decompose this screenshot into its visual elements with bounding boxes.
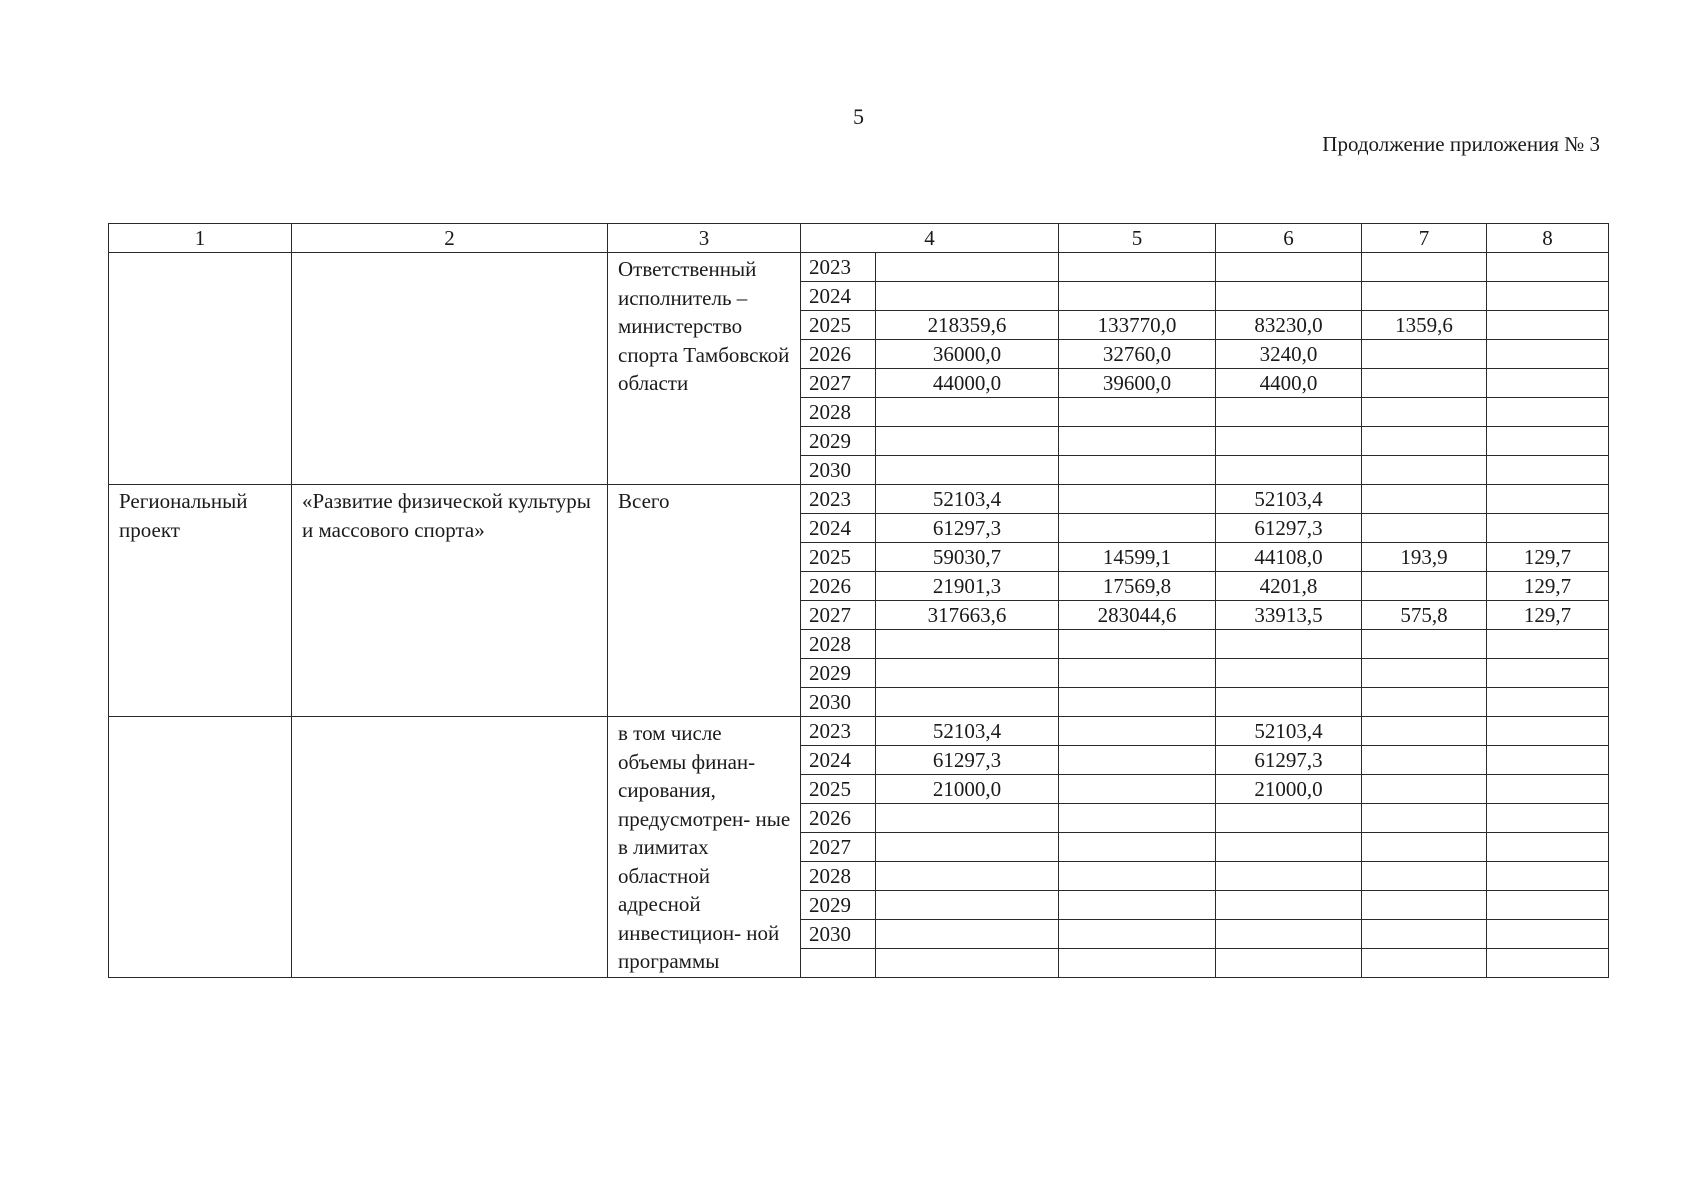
value-cell-c5 [1059, 282, 1216, 311]
value-cell-c6 [1216, 659, 1362, 688]
value-cell-c7: 193,9 [1362, 543, 1487, 572]
value-cell-c7 [1362, 688, 1487, 717]
value-cell-c4 [876, 253, 1059, 282]
table-row [109, 485, 1609, 514]
program-name-cell [292, 253, 608, 485]
value-cell-c5 [1059, 804, 1216, 833]
header-col-1: 1 [109, 224, 292, 253]
year-cell: 2025 [801, 311, 876, 340]
year-cell: 2030 [801, 456, 876, 485]
value-cell-c8 [1487, 398, 1609, 427]
value-cell-c4: 52103,4 [876, 717, 1059, 746]
value-cell-c5 [1059, 456, 1216, 485]
header-col-2: 2 [292, 224, 608, 253]
value-cell-c5 [1059, 862, 1216, 891]
value-cell-c7 [1362, 398, 1487, 427]
program-type-cell: Региональный проект [109, 485, 292, 717]
table-row [109, 253, 1609, 282]
value-cell-c5: 283044,6 [1059, 601, 1216, 630]
year-cell: 2028 [801, 398, 876, 427]
value-cell-c6: 61297,3 [1216, 514, 1362, 543]
value-cell-c5: 17569,8 [1059, 572, 1216, 601]
value-cell-c6 [1216, 920, 1362, 949]
value-cell-c5 [1059, 253, 1216, 282]
value-cell-c6 [1216, 253, 1362, 282]
value-cell-c4: 317663,6 [876, 601, 1059, 630]
value-cell-c8 [1487, 630, 1609, 659]
value-cell-c4: 21000,0 [876, 775, 1059, 804]
year-cell: 2024 [801, 746, 876, 775]
value-cell-c7 [1362, 485, 1487, 514]
value-cell-c7 [1362, 833, 1487, 862]
value-cell-c8 [1487, 688, 1609, 717]
value-cell-c7 [1362, 282, 1487, 311]
value-cell-c4: 61297,3 [876, 746, 1059, 775]
value-cell-c5 [1059, 891, 1216, 920]
year-cell: 2030 [801, 688, 876, 717]
value-cell-c8 [1487, 456, 1609, 485]
value-cell-c4 [876, 427, 1059, 456]
page-number: 5 [853, 104, 864, 129]
year-cell: 2025 [801, 775, 876, 804]
value-cell-c6: 52103,4 [1216, 485, 1362, 514]
header-row [109, 224, 1609, 253]
value-cell-c4 [876, 659, 1059, 688]
header-col-6: 6 [1216, 224, 1362, 253]
value-cell-c7 [1362, 659, 1487, 688]
value-cell-c6 [1216, 282, 1362, 311]
year-cell: 2023 [801, 717, 876, 746]
header-col-7: 7 [1362, 224, 1487, 253]
value-cell-c7 [1362, 427, 1487, 456]
value-cell-c6: 21000,0 [1216, 775, 1362, 804]
year-cell: 2029 [801, 891, 876, 920]
value-cell-c5 [1059, 717, 1216, 746]
table-body [109, 253, 1609, 978]
value-cell-c5 [1059, 398, 1216, 427]
value-cell-c8: 129,7 [1487, 601, 1609, 630]
value-cell-c8 [1487, 340, 1609, 369]
year-cell: 2026 [801, 572, 876, 601]
year-cell: 2027 [801, 601, 876, 630]
value-cell-c8 [1487, 862, 1609, 891]
value-cell-c7: 1359,6 [1362, 311, 1487, 340]
program-name-cell: «Развитие физической культуры и массового спорта» [292, 485, 608, 717]
value-cell-c4 [876, 630, 1059, 659]
year-cell: 2029 [801, 659, 876, 688]
value-cell-c4: 52103,4 [876, 485, 1059, 514]
value-cell-c6: 4400,0 [1216, 369, 1362, 398]
value-cell-c4 [876, 398, 1059, 427]
program-type-cell [109, 253, 292, 485]
value-cell-c7 [1362, 514, 1487, 543]
value-cell-c8 [1487, 804, 1609, 833]
value-cell-c7 [1362, 920, 1487, 949]
value-cell-c5 [1059, 920, 1216, 949]
value-cell-c6 [1216, 833, 1362, 862]
budget-table [108, 223, 1609, 978]
program-name-cell [292, 717, 608, 978]
value-cell-c8 [1487, 717, 1609, 746]
value-cell-c4 [876, 688, 1059, 717]
value-cell-c5 [1059, 514, 1216, 543]
empty-cell [1216, 949, 1362, 978]
value-cell-c6 [1216, 630, 1362, 659]
value-cell-c4 [876, 804, 1059, 833]
value-cell-c8 [1487, 253, 1609, 282]
value-cell-c5 [1059, 659, 1216, 688]
value-cell-c8 [1487, 369, 1609, 398]
value-cell-c8 [1487, 775, 1609, 804]
empty-cell [876, 949, 1059, 978]
year-cell: 2028 [801, 862, 876, 891]
header-col-5: 5 [1059, 224, 1216, 253]
value-cell-c8 [1487, 514, 1609, 543]
header-col-3: 3 [608, 224, 801, 253]
value-cell-c6 [1216, 427, 1362, 456]
value-cell-c4: 61297,3 [876, 514, 1059, 543]
year-cell: 2029 [801, 427, 876, 456]
value-cell-c8 [1487, 485, 1609, 514]
value-cell-c7 [1362, 340, 1487, 369]
year-cell: 2026 [801, 804, 876, 833]
value-cell-c4 [876, 282, 1059, 311]
value-cell-c5: 39600,0 [1059, 369, 1216, 398]
empty-cell [1487, 949, 1609, 978]
value-cell-c6: 52103,4 [1216, 717, 1362, 746]
year-cell: 2023 [801, 253, 876, 282]
value-cell-c4 [876, 891, 1059, 920]
value-cell-c5 [1059, 427, 1216, 456]
value-cell-c7 [1362, 717, 1487, 746]
value-cell-c8 [1487, 659, 1609, 688]
table-row [109, 717, 1609, 746]
funding-source-cell: Ответственный исполнитель – министерство спорта Тамбовской области [608, 253, 801, 485]
year-cell: 2024 [801, 514, 876, 543]
value-cell-c8 [1487, 920, 1609, 949]
value-cell-c4: 44000,0 [876, 369, 1059, 398]
value-cell-c8 [1487, 311, 1609, 340]
value-cell-c7: 575,8 [1362, 601, 1487, 630]
value-cell-c4: 21901,3 [876, 572, 1059, 601]
value-cell-c6: 4201,8 [1216, 572, 1362, 601]
value-cell-c6: 61297,3 [1216, 746, 1362, 775]
value-cell-c6 [1216, 398, 1362, 427]
value-cell-c8: 129,7 [1487, 543, 1609, 572]
value-cell-c6: 33913,5 [1216, 601, 1362, 630]
value-cell-c5 [1059, 688, 1216, 717]
year-cell: 2026 [801, 340, 876, 369]
value-cell-c8 [1487, 891, 1609, 920]
value-cell-c8 [1487, 282, 1609, 311]
value-cell-c5 [1059, 485, 1216, 514]
value-cell-c5: 14599,1 [1059, 543, 1216, 572]
value-cell-c6: 83230,0 [1216, 311, 1362, 340]
year-cell: 2027 [801, 369, 876, 398]
value-cell-c7 [1362, 253, 1487, 282]
value-cell-c7 [1362, 630, 1487, 659]
funding-source-cell: в том числе объемы финан- сирования, предусмотрен- ные в лимитах областной адресной инвестицион- ной программы [608, 717, 801, 978]
value-cell-c5 [1059, 746, 1216, 775]
value-cell-c4: 36000,0 [876, 340, 1059, 369]
year-cell: 2024 [801, 282, 876, 311]
value-cell-c6: 44108,0 [1216, 543, 1362, 572]
value-cell-c4: 218359,6 [876, 311, 1059, 340]
value-cell-c8 [1487, 746, 1609, 775]
value-cell-c6 [1216, 456, 1362, 485]
value-cell-c6 [1216, 688, 1362, 717]
year-cell: 2030 [801, 920, 876, 949]
value-cell-c6: 3240,0 [1216, 340, 1362, 369]
value-cell-c5: 133770,0 [1059, 311, 1216, 340]
value-cell-c7 [1362, 572, 1487, 601]
funding-source-cell: Всего [608, 485, 801, 717]
value-cell-c7 [1362, 862, 1487, 891]
empty-cell [1362, 949, 1487, 978]
empty-cell [801, 949, 876, 978]
year-cell: 2023 [801, 485, 876, 514]
value-cell-c4 [876, 456, 1059, 485]
value-cell-c7 [1362, 746, 1487, 775]
value-cell-c5: 32760,0 [1059, 340, 1216, 369]
value-cell-c7 [1362, 891, 1487, 920]
value-cell-c5 [1059, 833, 1216, 862]
value-cell-c4 [876, 920, 1059, 949]
value-cell-c4 [876, 862, 1059, 891]
value-cell-c7 [1362, 804, 1487, 833]
header-col-4: 4 [801, 224, 1059, 253]
value-cell-c8 [1487, 427, 1609, 456]
empty-cell [1059, 949, 1216, 978]
value-cell-c6 [1216, 804, 1362, 833]
header-col-8: 8 [1487, 224, 1609, 253]
value-cell-c5 [1059, 630, 1216, 659]
value-cell-c4 [876, 833, 1059, 862]
program-type-cell [109, 717, 292, 978]
value-cell-c8: 129,7 [1487, 572, 1609, 601]
value-cell-c7 [1362, 775, 1487, 804]
year-cell: 2028 [801, 630, 876, 659]
appendix-title: Продолжение приложения № 3 [1322, 132, 1600, 156]
year-cell: 2025 [801, 543, 876, 572]
value-cell-c4: 59030,7 [876, 543, 1059, 572]
value-cell-c5 [1059, 775, 1216, 804]
year-cell: 2027 [801, 833, 876, 862]
value-cell-c6 [1216, 891, 1362, 920]
value-cell-c7 [1362, 456, 1487, 485]
value-cell-c6 [1216, 862, 1362, 891]
value-cell-c7 [1362, 369, 1487, 398]
value-cell-c8 [1487, 833, 1609, 862]
